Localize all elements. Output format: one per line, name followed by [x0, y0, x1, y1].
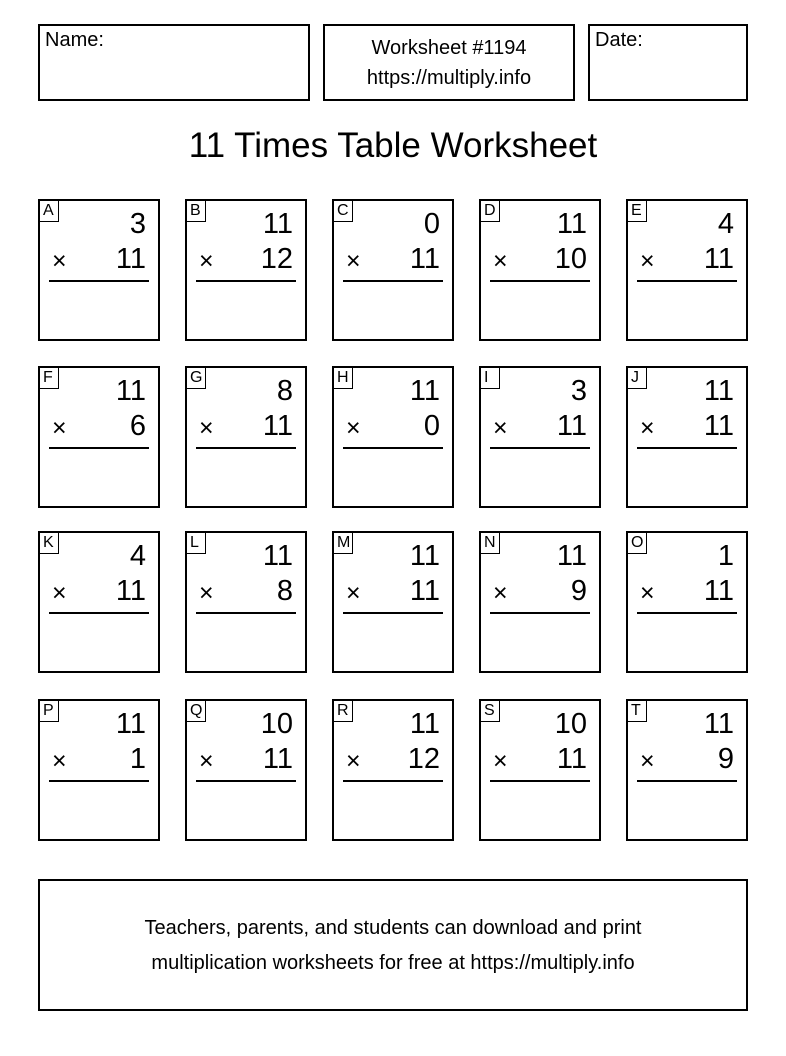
- multiplicand: 0: [423, 208, 440, 240]
- multiplier: 9: [717, 743, 734, 775]
- multiplier: 11: [115, 243, 146, 275]
- problem-letter: B: [187, 201, 206, 222]
- problem-letter: J: [628, 368, 647, 389]
- multiplicand: 4: [717, 208, 734, 240]
- answer-line: [196, 447, 296, 449]
- problem-cell[interactable]: [38, 531, 160, 673]
- times-sign: ×: [493, 247, 508, 275]
- times-sign: ×: [640, 579, 655, 607]
- problem-letter: Q: [187, 701, 206, 722]
- multiplicand: 11: [703, 708, 734, 740]
- problem-letter: A: [40, 201, 59, 222]
- problem-letter: T: [628, 701, 647, 722]
- multiplier: 1: [129, 743, 146, 775]
- problem-letter: H: [334, 368, 353, 389]
- times-sign: ×: [52, 247, 67, 275]
- times-sign: ×: [493, 579, 508, 607]
- multiplier: 11: [262, 743, 293, 775]
- date-label: Date:: [595, 29, 643, 51]
- answer-line: [196, 612, 296, 614]
- multiplier: 11: [556, 410, 587, 442]
- problem-letter: R: [334, 701, 353, 722]
- footer-line-2: multiplication worksheets for free at https://multiply.info: [151, 952, 635, 974]
- multiplicand: 11: [556, 540, 587, 572]
- answer-line: [343, 280, 443, 282]
- problem-letter: C: [334, 201, 353, 222]
- problem-letter: P: [40, 701, 59, 722]
- problem-cell[interactable]: [185, 531, 307, 673]
- problem-letter: S: [481, 701, 500, 722]
- times-sign: ×: [52, 579, 67, 607]
- problem-cell[interactable]: [626, 699, 748, 841]
- times-sign: ×: [493, 414, 508, 442]
- multiplier: 11: [703, 410, 734, 442]
- multiplier: 11: [115, 575, 146, 607]
- problem-cell[interactable]: [479, 531, 601, 673]
- answer-line: [490, 612, 590, 614]
- times-sign: ×: [346, 247, 361, 275]
- problem-letter: O: [628, 533, 647, 554]
- name-field[interactable]: [38, 24, 310, 101]
- multiplicand: 11: [262, 540, 293, 572]
- date-field[interactable]: [588, 24, 748, 101]
- multiplier: 6: [129, 410, 146, 442]
- multiplier: 11: [409, 575, 440, 607]
- times-sign: ×: [640, 747, 655, 775]
- multiplier: 11: [262, 410, 293, 442]
- page-title: 11 Times Table Worksheet: [188, 126, 598, 165]
- multiplier: 11: [556, 743, 587, 775]
- answer-line: [196, 780, 296, 782]
- multiplier: 10: [554, 243, 587, 275]
- multiplicand: 3: [129, 208, 146, 240]
- multiplicand: 4: [129, 540, 146, 572]
- problem-cell[interactable]: [185, 199, 307, 341]
- problem-cell[interactable]: [626, 366, 748, 508]
- answer-line: [49, 780, 149, 782]
- multiplicand: 10: [260, 708, 293, 740]
- problem-cell[interactable]: [332, 531, 454, 673]
- problem-letter: D: [481, 201, 500, 222]
- multiplier: 11: [409, 243, 440, 275]
- name-label: Name:: [45, 29, 104, 51]
- worksheet-url: https://multiply.info: [366, 67, 532, 89]
- problem-cell[interactable]: [479, 366, 601, 508]
- multiplicand: 1: [717, 540, 734, 572]
- times-sign: ×: [52, 414, 67, 442]
- answer-line: [490, 447, 590, 449]
- times-sign: ×: [493, 747, 508, 775]
- footer-box: [38, 879, 748, 1011]
- answer-line: [49, 612, 149, 614]
- multiplicand: 11: [115, 708, 146, 740]
- problem-cell[interactable]: [626, 199, 748, 341]
- multiplicand: 3: [570, 375, 587, 407]
- times-sign: ×: [199, 579, 214, 607]
- problem-cell[interactable]: [38, 199, 160, 341]
- answer-line: [637, 280, 737, 282]
- answer-line: [343, 612, 443, 614]
- answer-line: [637, 780, 737, 782]
- problem-cell[interactable]: [626, 531, 748, 673]
- answer-line: [637, 447, 737, 449]
- problem-cell[interactable]: [332, 699, 454, 841]
- times-sign: ×: [199, 414, 214, 442]
- answer-line: [490, 780, 590, 782]
- times-sign: ×: [346, 414, 361, 442]
- answer-line: [343, 447, 443, 449]
- answer-line: [490, 280, 590, 282]
- times-sign: ×: [199, 247, 214, 275]
- multiplicand: 10: [554, 708, 587, 740]
- answer-line: [49, 447, 149, 449]
- multiplicand: 11: [409, 540, 440, 572]
- problem-cell[interactable]: [479, 699, 601, 841]
- multiplier: 11: [703, 575, 734, 607]
- problem-cell[interactable]: [38, 366, 160, 508]
- multiplicand: 11: [262, 208, 293, 240]
- multiplicand: 11: [115, 375, 146, 407]
- problem-cell[interactable]: [479, 199, 601, 341]
- answer-line: [343, 780, 443, 782]
- times-sign: ×: [52, 747, 67, 775]
- multiplicand: 11: [409, 375, 440, 407]
- problem-cell[interactable]: [332, 366, 454, 508]
- multiplicand: 11: [409, 708, 440, 740]
- problem-letter: N: [481, 533, 500, 554]
- problem-cell[interactable]: [185, 366, 307, 508]
- multiplicand: 11: [703, 375, 734, 407]
- footer-line-1: Teachers, parents, and students can download and print: [144, 917, 642, 939]
- problem-letter: I: [481, 368, 500, 389]
- problem-letter: K: [40, 533, 59, 554]
- worksheet-info-box: [323, 24, 575, 101]
- problem-letter: L: [187, 533, 206, 554]
- problem-cell[interactable]: [38, 699, 160, 841]
- multiplier: 12: [260, 243, 293, 275]
- answer-line: [637, 612, 737, 614]
- multiplicand: 8: [276, 375, 293, 407]
- problem-cell[interactable]: [332, 199, 454, 341]
- times-sign: ×: [640, 247, 655, 275]
- times-sign: ×: [199, 747, 214, 775]
- worksheet-number: Worksheet #1194: [371, 37, 527, 59]
- problem-letter: F: [40, 368, 59, 389]
- multiplier: 9: [570, 575, 587, 607]
- times-sign: ×: [346, 747, 361, 775]
- multiplier: 11: [703, 243, 734, 275]
- problem-letter: M: [334, 533, 353, 554]
- problem-letter: E: [628, 201, 647, 222]
- times-sign: ×: [640, 414, 655, 442]
- multiplicand: 11: [556, 208, 587, 240]
- problem-cell[interactable]: [185, 699, 307, 841]
- times-sign: ×: [346, 579, 361, 607]
- problem-letter: G: [187, 368, 206, 389]
- multiplier: 12: [407, 743, 440, 775]
- multiplier: 0: [423, 410, 440, 442]
- answer-line: [196, 280, 296, 282]
- answer-line: [49, 280, 149, 282]
- multiplier: 8: [276, 575, 293, 607]
